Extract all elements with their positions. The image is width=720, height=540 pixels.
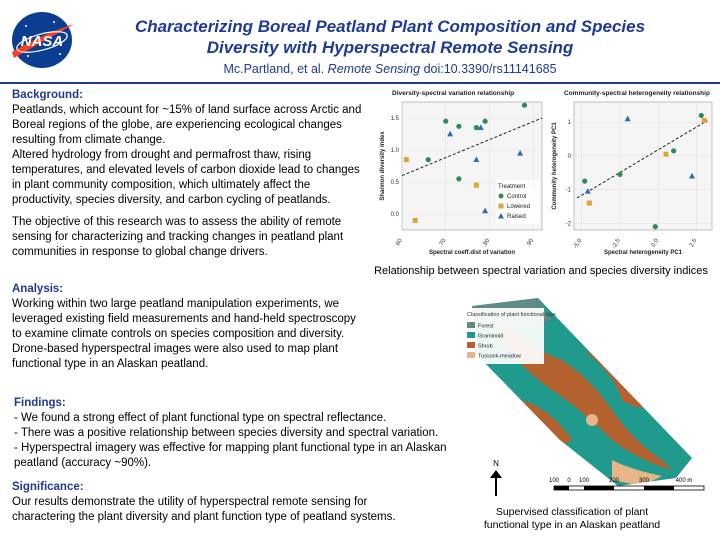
- finding-item: - There was a positive relationship between species diversity and spectral variation.: [14, 427, 439, 439]
- analysis-section: [12, 282, 358, 372]
- chart-legend-label: Lowered: [507, 204, 531, 210]
- y-tick-label: 0.5: [390, 180, 399, 186]
- legend-swatch: [467, 352, 475, 358]
- x-tick-label: -2.5: [611, 238, 622, 250]
- y-tick-label: 1: [567, 120, 571, 127]
- legend-label: Forest: [478, 323, 494, 330]
- x-tick-label: 2.5: [689, 238, 699, 249]
- y-tick-label: 1.5: [390, 116, 399, 122]
- chart-legend-label: Raised: [507, 214, 526, 220]
- data-point: [664, 152, 669, 157]
- y-tick-label: 0: [567, 153, 571, 160]
- title-line-2: Diversity with Hyperspectral Remote Sensing: [206, 38, 574, 57]
- significance-heading: Significance:: [12, 481, 84, 493]
- data-point: [582, 179, 587, 184]
- legend-swatch: [467, 342, 475, 348]
- nasa-logo: [6, 8, 78, 72]
- analysis-heading: Analysis:: [12, 283, 64, 295]
- data-point: [699, 113, 704, 118]
- north-arrow-icon: [490, 470, 502, 496]
- background-heading: Background:: [12, 89, 83, 101]
- data-point: [456, 176, 461, 181]
- x-tick-label: .60: [394, 238, 404, 249]
- page-title: [90, 16, 690, 58]
- background-paragraph-2: Altered hydrology from drought and permafrost thaw, rising temperatures, and elevated levels of carbon dioxide lead to changes in plant community composition, which ultimately affect the productivity, species diversity, and carbon cycling of peatlands.: [12, 149, 360, 206]
- scale-label: 0: [567, 478, 571, 484]
- chart-title: Community-spectral heterogeneity relationship: [564, 90, 710, 97]
- community-spectral-chart: [548, 86, 718, 262]
- classification-map: [462, 290, 714, 510]
- chart-title: Diversity-spectral variation relationship: [392, 90, 515, 97]
- data-point: [404, 157, 409, 162]
- background-paragraph-3: The objective of this research was to assess the ability of remote sensing for characterizing and tracking changes in peatland plant communities in response to global change drivers.: [12, 216, 344, 258]
- chart-legend-title: Treatment: [498, 184, 526, 190]
- north-label: N: [493, 459, 499, 468]
- legend-label: Tussock-meadow: [478, 353, 521, 360]
- significance-section: [12, 480, 432, 525]
- x-tick-label: -5.0: [573, 238, 584, 250]
- chart-legend-marker: [499, 194, 504, 199]
- legend-swatch: [467, 322, 475, 328]
- y-axis-label: Community heterogeneity PC1: [552, 122, 558, 210]
- chart-legend-label: Control: [507, 194, 527, 200]
- background-section: [12, 88, 364, 260]
- x-tick-label: .90: [525, 238, 535, 249]
- legend-label: Graminoid: [478, 333, 504, 340]
- scale-label: 200: [608, 478, 620, 484]
- citation: [90, 62, 690, 76]
- data-point: [653, 224, 658, 229]
- background-paragraph-1: Peatlands, which account for ~15% of land surface across Arctic and Boreal regions of the globe, are experiencing ecological changes resulting from climate change.: [12, 104, 362, 146]
- map-legend-title: Classification of plant functional type: [467, 312, 556, 318]
- analysis-text: Working within two large peatland manipulation experiments, we leveraged existing field measurements and hand-held spectroscopy to examine climate controls on species composition and diversity. Drone-based hyperspectral images were also used to map plant functional type in an Alaskan peatland.: [12, 298, 356, 370]
- chart-legend-marker: [499, 204, 504, 209]
- header-divider: [0, 82, 720, 84]
- x-tick-label: 0.0: [650, 238, 661, 249]
- data-point: [617, 172, 622, 177]
- y-axis-label: Shannon diversity index: [380, 131, 386, 201]
- diversity-spectral-chart: [372, 86, 548, 262]
- scale-label: 400 m: [675, 478, 693, 484]
- map-caption: Supervised classification of plant functional type in an Alaskan peatland: [483, 506, 661, 531]
- data-point: [587, 201, 592, 206]
- data-point: [456, 124, 461, 129]
- data-point: [413, 218, 418, 223]
- significance-text: Our results demonstrate the utility of hyperspectral remote sensing for charactering the plant diversity and plant function type of peatland systems.: [12, 496, 396, 523]
- data-point: [483, 119, 488, 124]
- y-tick-label: -2: [565, 221, 571, 228]
- logo-text: NASA: [20, 33, 64, 50]
- data-point: [426, 157, 431, 162]
- y-tick-label: -1: [565, 187, 571, 194]
- findings-section: [14, 396, 464, 471]
- y-tick-label: 1.0: [390, 148, 399, 154]
- map-tussock-area: [586, 414, 598, 426]
- citation-doi: doi:10.3390/rs11141685: [423, 62, 557, 76]
- data-point: [474, 183, 479, 188]
- x-axis-label: Spectral coeff.dist of variation: [428, 250, 516, 256]
- plot-area: [574, 102, 712, 230]
- chart-svg: [548, 86, 718, 262]
- findings-heading: Findings:: [14, 397, 66, 409]
- scale-label: 100: [548, 478, 560, 484]
- data-point: [702, 118, 707, 123]
- chart-svg: [372, 86, 548, 262]
- legend-label: Shrub: [478, 343, 493, 350]
- data-point: [522, 103, 527, 108]
- legend-swatch: [467, 332, 475, 338]
- scale-bar: [554, 486, 704, 490]
- title-line-1: Characterizing Boreal Peatland Plant Composition and Species: [134, 17, 646, 36]
- citation-authors: Mc.Partland, et al.: [223, 62, 325, 76]
- x-axis-label: Spectral heterogeneity PC1: [603, 250, 683, 256]
- finding-item: - We found a strong effect of plant functional type on spectral reflectance.: [14, 412, 387, 424]
- scale-label: 100: [578, 478, 590, 484]
- x-tick-label: .70: [438, 238, 448, 249]
- scale-label: 300: [638, 478, 650, 484]
- charts-caption: Relationship between spectral variation and species diversity indices: [374, 265, 708, 277]
- x-tick-label: .80: [481, 238, 492, 249]
- finding-item: - Hyperspectral imagery was effective for mapping plant functional type in an Alaskan peatland (accuracy ~90%).: [14, 442, 447, 469]
- citation-journal: Remote Sensing: [327, 62, 421, 76]
- data-point: [671, 148, 676, 153]
- y-tick-label: 0.0: [390, 212, 399, 218]
- data-point: [443, 119, 448, 124]
